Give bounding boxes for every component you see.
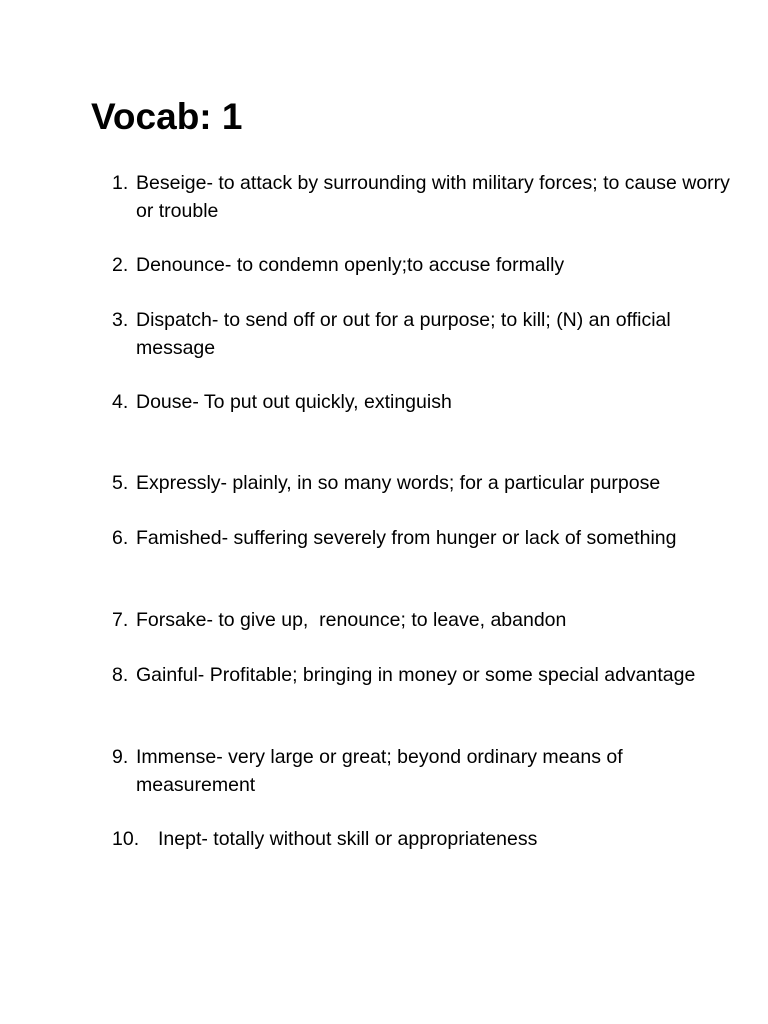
item-number: 1. <box>112 172 129 194</box>
vocab-item-3 <box>112 307 732 362</box>
item-number: 7. <box>112 609 129 631</box>
item-definition: Inept- totally without skill or appropriateness <box>158 828 538 850</box>
item-definition: Expressly- plainly, in so many words; for a particular purpose <box>136 472 661 494</box>
page-title: Vocab: 1 <box>91 96 243 137</box>
vocab-item-4 <box>112 389 732 417</box>
vocab-item-1 <box>112 170 732 225</box>
vocab-item-6 <box>112 525 732 553</box>
item-number: 4. <box>112 391 129 413</box>
vocab-item-5 <box>112 470 732 498</box>
item-definition: Gainful- Profitable; bringing in money or some special advantage <box>136 664 696 686</box>
item-number: 9. <box>112 746 129 768</box>
item-definition: Immense- very large or great; beyond ordinary means of measurement <box>136 746 623 796</box>
item-definition: Forsake- to give up, renounce; to leave, abandon <box>136 609 567 631</box>
item-number: 3. <box>112 309 129 331</box>
vocab-item-2 <box>112 252 732 280</box>
item-definition: Denounce- to condemn openly;to accuse formally <box>136 254 565 276</box>
vocab-item-8 <box>112 662 732 690</box>
vocab-item-9 <box>112 744 732 799</box>
item-definition: Famished- suffering severely from hunger or lack of something <box>136 527 677 549</box>
item-number: 6. <box>112 527 129 549</box>
item-number: 2. <box>112 254 129 276</box>
item-definition: Dispatch- to send off or out for a purpose; to kill; (N) an official message <box>136 309 671 359</box>
item-definition: Douse- To put out quickly, extinguish <box>136 391 452 413</box>
vocab-item-7 <box>112 607 732 635</box>
vocab-item-10 <box>112 826 732 854</box>
item-number: 10. <box>112 828 140 850</box>
item-number: 5. <box>112 472 129 494</box>
item-definition: Beseige- to attack by surrounding with military forces; to cause worry or trouble <box>136 172 730 222</box>
item-number: 8. <box>112 664 129 686</box>
